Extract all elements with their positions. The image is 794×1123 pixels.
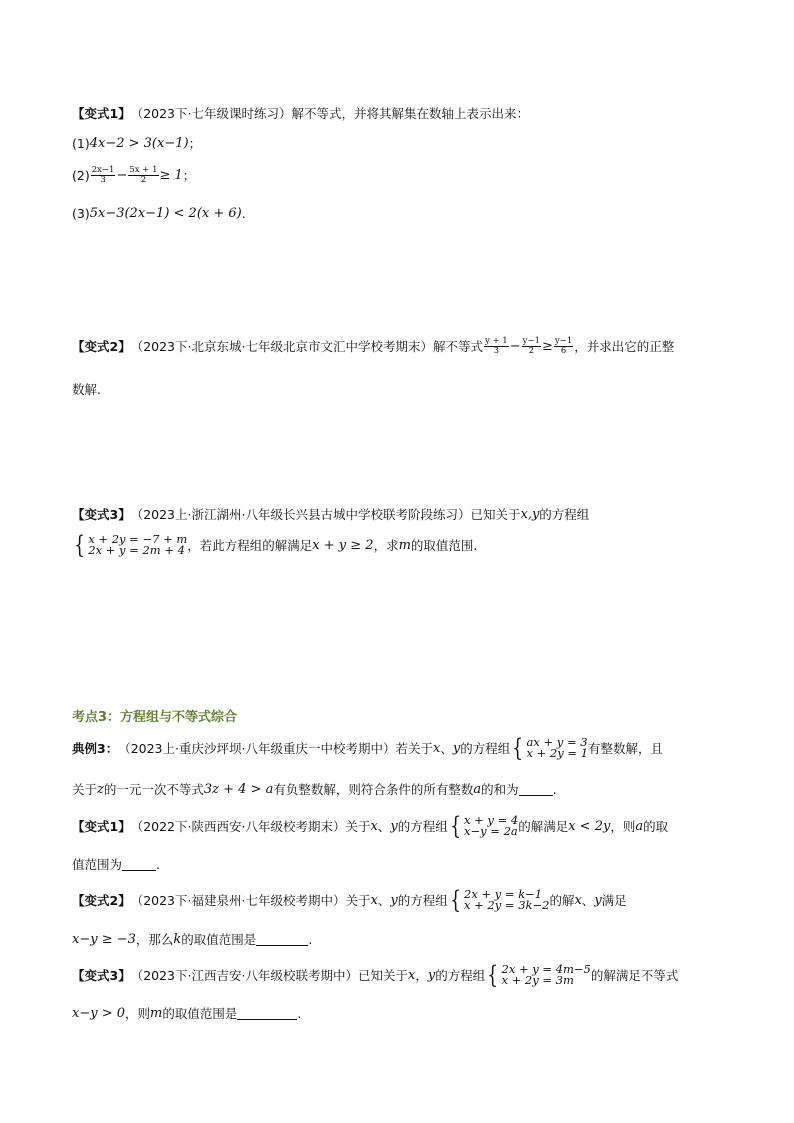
question2-block: 【变式2】 （2023下·福建泉州·七年级校考期中） 关于 x 、 y 的方程组 { 2x + y = k−1 x + 2y = 3k−2 的解 x 、 y 满足: [72, 886, 627, 914]
question2-system: { 2x + y = k−1 x + 2y = 3k−2: [450, 886, 550, 914]
part1-number: (1): [72, 135, 90, 151]
part3-number: (3): [72, 206, 90, 221]
variant2-source: （2023下·北京东城·七年级北京市文汇中学校考期末）: [130, 339, 433, 355]
variant1-heading: [72, 104, 734, 122]
answer-blank[interactable]: [237, 1007, 297, 1020]
question1-system: { x + y = 4 x−y = 2a: [450, 812, 519, 840]
part2-rest: ≥ 1: [159, 167, 183, 183]
example3-source: （2023上·重庆沙坪坝·八年级重庆一中校考期中）: [118, 741, 396, 756]
variant1-text: 解不等式，并将其解集在数轴上表示出来：: [291, 106, 530, 121]
question1-block: 【变式1】 （2022下·陕西西安·八年级校考期末） 关于 x 、 y 的方程组 { x + y = 4 x−y = 2a 的解满足 x < 2y ，则 a 的取: [72, 812, 669, 840]
variant1-part2: (2) $\frac{2x-1}{3}$ − $\frac{5x + 1}{2}$ ≥ 1 ；: [72, 165, 196, 185]
question3-source: （2023下·江西吉安·八年级校联考期中）: [130, 968, 358, 983]
variant3-system: { x + 2y = −7 + m 2x + y = 2m + 4: [74, 531, 188, 559]
variant1-block: [72, 104, 734, 122]
variant3-tag: 【变式3】: [72, 507, 131, 522]
question2-tag: 【变式2】: [72, 893, 131, 908]
example3-tag: 典例3：: [72, 741, 119, 756]
part1-end: ；: [188, 136, 202, 151]
example3-line2: 关于 z 的一元一次不等式 3z + 4 > a 有负整数解，则符合条件的所有整数 a 的和为 .: [72, 781, 557, 797]
answer-blank[interactable]: [519, 783, 553, 796]
question1-source: （2022下·陕西西安·八年级校考期末）: [130, 819, 346, 834]
example3-system: { ax + y = 3 x + 2y = 1: [512, 734, 589, 762]
question3-block: 【变式3】 （2023下·江西吉安·八年级校联考期中） 已知关于 x ， y 的方程组 { 2x + y = 4m−5 x + 2y = 3m 的解满足不等式: [72, 961, 679, 989]
part2-fraction2: $\frac{5x + 1}{2}$: [129, 165, 158, 185]
question3-line2: x−y > 0 ，则 m 的取值范围是 .: [72, 1005, 302, 1021]
part2-fraction1: $\frac{2x-1}{3}$: [91, 165, 115, 185]
variant2-fraction1: $\frac{y + 1}{3}$: [484, 336, 508, 356]
variant2-fraction2: $\frac{y-1}{2}$: [522, 336, 540, 356]
variant3-line2: { x + 2y = −7 + m 2x + y = 2m + 4 ，若此方程组的解满足 x + y ≥ 2 ，求 m 的取值范围.: [72, 533, 734, 557]
example3-block: 典例3： （2023上·重庆沙坪坝·八年级重庆一中校考期中） 若关于 x 、 y 的方程组 { ax + y = 3 x + 2y = 1 有整数解，且: [72, 734, 664, 762]
variant1-tag: 【变式1】: [72, 106, 131, 121]
variant2-block: 【变式2】 （2023下·北京东城·七年级北京市文汇中学校考期末） 解不等式 $\frac{y + 1}{3}$ − $\frac{y-1}{2}$ ≥ $\frac{y-1}{6}$ ，并求出它的正整: [72, 336, 675, 356]
part3-inequality: 5x−3(2x−1) < 2(x + 6): [89, 206, 242, 221]
variant2-tag: 【变式2】: [72, 339, 131, 355]
variant1-part3: (3) 5x−3(2x−1) < 2(x + 6) .: [72, 206, 246, 221]
answer-blank[interactable]: [122, 858, 156, 871]
question2-line2: x−y ≥ −3 ，那么 k 的取值范围是 .: [72, 931, 313, 947]
question3-tag: 【变式3】: [72, 968, 131, 983]
answer-blank[interactable]: [256, 933, 308, 946]
section-heading: 考点3：方程组与不等式综合: [72, 710, 238, 725]
variant2-fraction3: $\frac{y-1}{6}$: [554, 336, 573, 356]
question1-tag: 【变式1】: [72, 819, 131, 834]
variant3-source: （2023上·浙江湖州·八年级长兴县古城中学校联考阶段练习）: [130, 507, 471, 522]
question1-line2: 值范围为 .: [72, 856, 160, 872]
question2-source: （2023下·福建泉州·七年级校考期中）: [130, 893, 346, 908]
part2-number: (2): [72, 167, 90, 183]
variant1-source: （2023下·七年级课时练习）: [130, 106, 292, 121]
variant3-block: 【变式3】 （2023上·浙江湖州·八年级长兴县古城中学校联考阶段练习） 已知关于 x,y 的方程组: [72, 506, 590, 522]
variant1-part1: [72, 134, 734, 152]
question3-system: { 2x + y = 4m−5 x + 2y = 3m: [487, 961, 591, 989]
part1-inequality: 4x−2 > 3(x−1): [89, 135, 189, 151]
variant2-line2: 数解.: [72, 382, 101, 397]
